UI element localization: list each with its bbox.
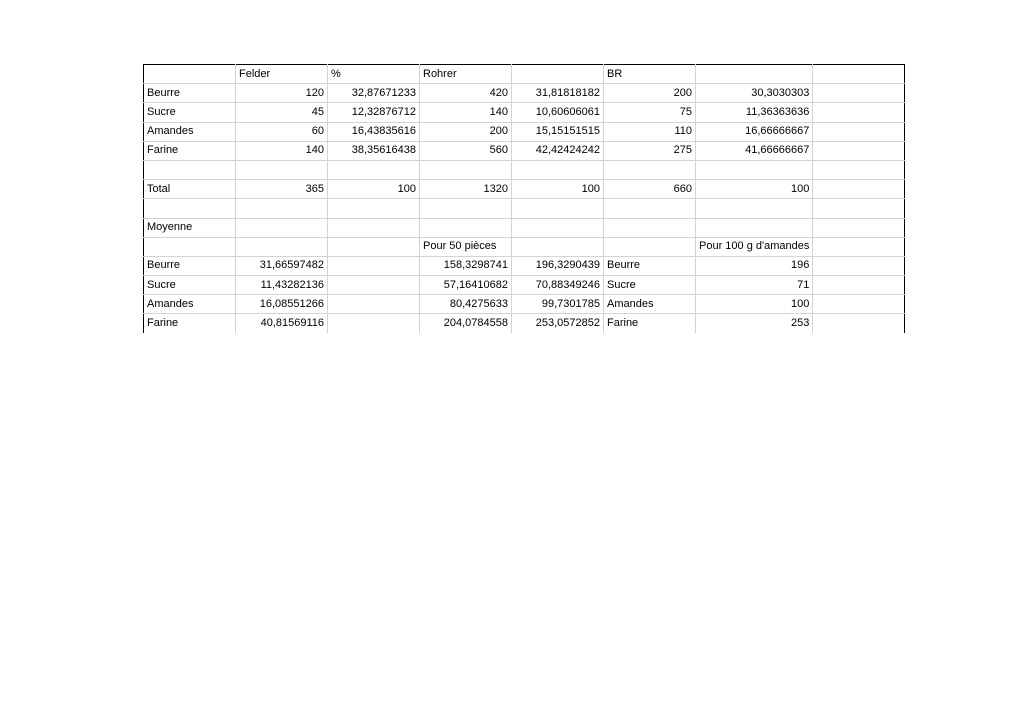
table-cell[interactable] xyxy=(813,141,905,160)
table-cell[interactable]: Farine xyxy=(144,141,236,160)
table-cell[interactable]: 31,66597482 xyxy=(236,256,328,275)
table-cell[interactable]: Pour 100 g d'amandes xyxy=(696,237,813,256)
table-cell[interactable]: 100 xyxy=(696,295,813,314)
table-cell[interactable]: 70,88349246 xyxy=(512,276,604,295)
table-cell[interactable]: Pour 50 pièces xyxy=(420,237,512,256)
table-cell[interactable]: Farine xyxy=(144,314,236,333)
table-row xyxy=(144,314,905,333)
table-row xyxy=(144,237,905,256)
table-cell[interactable]: 560 xyxy=(420,141,512,160)
table-cell[interactable]: Amandes xyxy=(604,295,696,314)
table-cell[interactable]: Beurre xyxy=(144,256,236,275)
table-cell[interactable] xyxy=(328,218,420,237)
table-cell[interactable] xyxy=(512,65,604,84)
table-cell[interactable]: 12,32876712 xyxy=(328,103,420,122)
table-cell[interactable]: 45 xyxy=(236,103,328,122)
table-cell[interactable]: 158,3298741 xyxy=(420,256,512,275)
table-cell[interactable]: Amandes xyxy=(144,122,236,141)
table-cell[interactable] xyxy=(328,256,420,275)
table-cell[interactable]: 140 xyxy=(420,103,512,122)
table-cell[interactable] xyxy=(420,160,512,179)
table-cell[interactable]: Rohrer xyxy=(420,65,512,84)
table-cell[interactable]: Sucre xyxy=(604,276,696,295)
table-cell[interactable] xyxy=(328,199,420,218)
table-cell[interactable] xyxy=(696,160,813,179)
table-cell[interactable]: 80,4275633 xyxy=(420,295,512,314)
table-row xyxy=(144,256,905,275)
table-cell[interactable] xyxy=(236,199,328,218)
table-cell[interactable]: 100 xyxy=(512,180,604,199)
table-cell[interactable] xyxy=(604,218,696,237)
table-cell[interactable]: 110 xyxy=(604,122,696,141)
table-cell[interactable]: 200 xyxy=(604,84,696,103)
table-cell[interactable]: 38,35616438 xyxy=(328,141,420,160)
table-cell[interactable]: 99,7301785 xyxy=(512,295,604,314)
table-row xyxy=(144,65,905,84)
table-cell[interactable] xyxy=(813,103,905,122)
table-cell[interactable] xyxy=(512,218,604,237)
table-cell[interactable]: 660 xyxy=(604,180,696,199)
table-cell[interactable] xyxy=(813,160,905,179)
table-row xyxy=(144,160,905,179)
table-cell[interactable]: 10,60606061 xyxy=(512,103,604,122)
table-cell[interactable]: 40,81569116 xyxy=(236,314,328,333)
table-cell[interactable]: Sucre xyxy=(144,276,236,295)
table-cell[interactable]: 100 xyxy=(696,180,813,199)
table-cell[interactable] xyxy=(420,218,512,237)
table-cell[interactable]: Moyenne xyxy=(144,218,236,237)
table-cell[interactable]: 100 xyxy=(328,180,420,199)
table-cell[interactable] xyxy=(696,199,813,218)
table-cell[interactable]: 16,66666667 xyxy=(696,122,813,141)
table-cell[interactable] xyxy=(696,65,813,84)
table-cell[interactable] xyxy=(236,160,328,179)
table-cell[interactable]: 11,36363636 xyxy=(696,103,813,122)
table-cell[interactable] xyxy=(420,199,512,218)
table-cell[interactable]: 420 xyxy=(420,84,512,103)
table-cell[interactable]: 253,0572852 xyxy=(512,314,604,333)
table-cell[interactable]: Felder xyxy=(236,65,328,84)
table-cell[interactable]: 275 xyxy=(604,141,696,160)
table-cell[interactable] xyxy=(813,314,905,333)
table-cell[interactable]: 1320 xyxy=(420,180,512,199)
table-cell[interactable] xyxy=(512,160,604,179)
table-cell[interactable]: Beurre xyxy=(604,256,696,275)
table-cell[interactable] xyxy=(328,295,420,314)
table-cell[interactable]: 120 xyxy=(236,84,328,103)
table-cell[interactable] xyxy=(328,237,420,256)
table-cell[interactable] xyxy=(328,160,420,179)
table-cell[interactable] xyxy=(813,65,905,84)
table-cell[interactable] xyxy=(813,218,905,237)
table-cell[interactable]: 71 xyxy=(696,276,813,295)
table-cell[interactable] xyxy=(144,237,236,256)
table-row xyxy=(144,84,905,103)
table-cell[interactable]: 253 xyxy=(696,314,813,333)
table-cell[interactable]: 16,43835616 xyxy=(328,122,420,141)
table-cell[interactable] xyxy=(813,276,905,295)
table-cell[interactable]: Sucre xyxy=(144,103,236,122)
table-cell[interactable]: 60 xyxy=(236,122,328,141)
table-row xyxy=(144,141,905,160)
table-cell[interactable]: Beurre xyxy=(144,84,236,103)
table-cell[interactable]: 31,81818182 xyxy=(512,84,604,103)
table-cell[interactable]: 75 xyxy=(604,103,696,122)
table-cell[interactable]: 41,66666667 xyxy=(696,141,813,160)
table-cell[interactable] xyxy=(144,199,236,218)
table-cell[interactable] xyxy=(813,256,905,275)
table-cell[interactable]: 15,15151515 xyxy=(512,122,604,141)
table-cell[interactable] xyxy=(328,314,420,333)
table-cell[interactable] xyxy=(236,218,328,237)
table-cell[interactable] xyxy=(813,180,905,199)
table-cell[interactable] xyxy=(144,160,236,179)
table-cell[interactable] xyxy=(813,295,905,314)
table-cell[interactable] xyxy=(328,276,420,295)
table-cell[interactable] xyxy=(696,218,813,237)
table-row xyxy=(144,103,905,122)
spreadsheet-body xyxy=(144,65,905,334)
table-cell[interactable] xyxy=(813,237,905,256)
table-cell[interactable]: % xyxy=(328,65,420,84)
table-cell[interactable] xyxy=(604,199,696,218)
table-cell[interactable]: 200 xyxy=(420,122,512,141)
table-cell[interactable]: 204,0784558 xyxy=(420,314,512,333)
table-cell[interactable]: Amandes xyxy=(144,295,236,314)
table-cell[interactable] xyxy=(813,84,905,103)
spreadsheet-table xyxy=(143,64,905,333)
table-cell[interactable] xyxy=(604,160,696,179)
table-cell[interactable]: 11,43282136 xyxy=(236,276,328,295)
table-row xyxy=(144,295,905,314)
table-cell[interactable]: 196 xyxy=(696,256,813,275)
table-cell[interactable] xyxy=(512,237,604,256)
table-cell[interactable]: 365 xyxy=(236,180,328,199)
table-row xyxy=(144,199,905,218)
table-cell[interactable]: Farine xyxy=(604,314,696,333)
table-cell[interactable]: 42,42424242 xyxy=(512,141,604,160)
table-cell[interactable]: BR xyxy=(604,65,696,84)
table-cell[interactable]: 16,08551266 xyxy=(236,295,328,314)
table-row xyxy=(144,180,905,199)
table-cell[interactable]: 32,87671233 xyxy=(328,84,420,103)
table-cell[interactable] xyxy=(236,237,328,256)
table-cell[interactable]: 30,3030303 xyxy=(696,84,813,103)
table-row xyxy=(144,276,905,295)
table-cell[interactable]: 57,16410682 xyxy=(420,276,512,295)
table-cell[interactable]: Total xyxy=(144,180,236,199)
table-cell[interactable] xyxy=(813,199,905,218)
table-cell[interactable] xyxy=(512,199,604,218)
table-cell[interactable] xyxy=(144,65,236,84)
table-cell[interactable]: 140 xyxy=(236,141,328,160)
table-cell[interactable]: 196,3290439 xyxy=(512,256,604,275)
table-row xyxy=(144,122,905,141)
table-cell[interactable] xyxy=(813,122,905,141)
table-cell[interactable] xyxy=(604,237,696,256)
table-row xyxy=(144,218,905,237)
